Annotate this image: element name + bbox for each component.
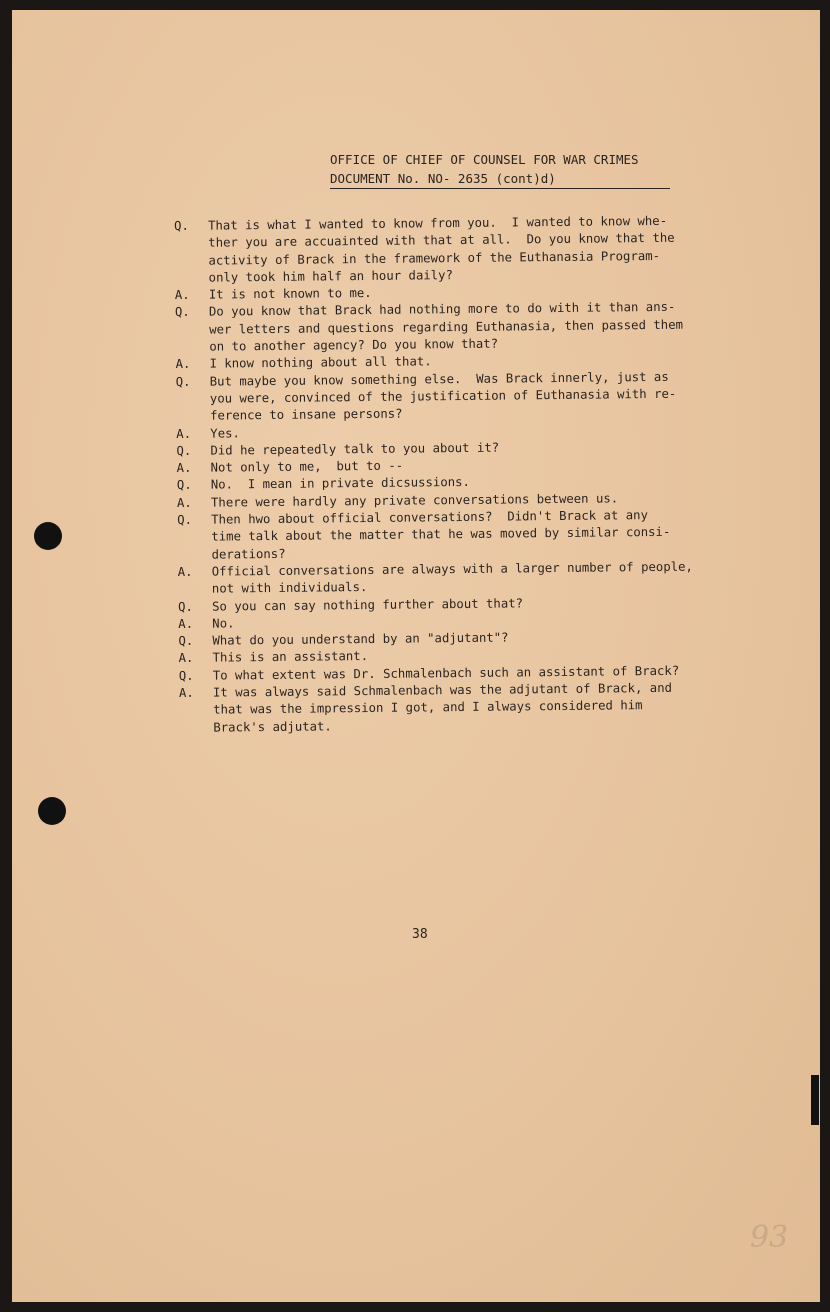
transcript-text: only took him half an hour daily?: [208, 267, 453, 285]
transcript-text: derations?: [211, 546, 286, 562]
transcript-text: But maybe you know something else. Was Brack innerly, just as: [209, 369, 669, 389]
transcript-text: Brack's adjutat.: [213, 718, 332, 735]
transcript-text: on to another agency? Do you know that?: [209, 336, 499, 354]
speaker-label: [179, 702, 213, 720]
speaker-label: Q.: [177, 512, 193, 528]
speaker-label: Q.: [174, 218, 189, 233]
speaker-label: A.: [176, 460, 192, 476]
speaker-label: [178, 581, 212, 599]
speaker-label: Q.: [178, 668, 194, 683]
transcript-text: Did he repeatedly talk to you about it?: [210, 440, 500, 458]
transcript-text: It was always said Schmalenbach was the adjutant of Brack, and: [212, 680, 673, 700]
transcript-text: wer letters and questions regarding Euthanasia, then passed them: [209, 317, 684, 337]
transcript-text: not with individuals.: [211, 580, 368, 596]
transcript-text: No. I mean in private dicsussions.: [210, 475, 470, 493]
interrogation-transcript: [174, 212, 779, 737]
transcript-text: I know nothing about all that.: [209, 354, 432, 372]
edge-mark: [811, 1075, 819, 1125]
transcript-text: ther you are accuainted with that at all. Do you know that the: [208, 231, 675, 250]
transcript-text: Then hwo about official conversations? Didn't Brack at any: [211, 508, 649, 527]
header-document-number: DOCUMENT No. NO- 2635 (cont)d): [330, 169, 670, 189]
speaker-label: [175, 270, 209, 288]
speaker-label: Q.: [178, 633, 194, 649]
header-office-line: OFFICE OF CHIEF OF COUNSEL FOR WAR CRIMES: [330, 152, 639, 167]
transcript-text: It is not known to me.: [208, 286, 372, 302]
archive-stamp-number: 93: [750, 1220, 789, 1255]
speaker-label: A.: [174, 288, 190, 303]
speaker-label: A.: [178, 651, 194, 666]
speaker-label: A.: [175, 357, 191, 372]
speaker-label: A.: [176, 495, 192, 510]
speaker-label: [177, 546, 211, 564]
speaker-label: [174, 235, 208, 253]
speaker-label: [175, 339, 209, 357]
transcript-text: This is an assistant.: [212, 649, 369, 666]
transcript-text: you were, convinced of the justification of Euthanasia with re-: [209, 386, 677, 406]
speaker-label: A.: [178, 616, 194, 631]
transcript-text: There were hardly any private conversations between us.: [210, 491, 619, 510]
transcript-text: activity of Brack in the framework of the Euthanasia Program-: [208, 248, 661, 268]
speaker-label: [177, 529, 211, 547]
speaker-label: A.: [177, 564, 193, 579]
transcript-text: ference to insane persons?: [210, 406, 403, 423]
speaker-label: A.: [176, 426, 192, 441]
punch-hole-upper: [34, 522, 62, 550]
document-header: [330, 150, 675, 189]
speaker-label: [176, 408, 210, 426]
transcript-text: What do you understand by an "adjutant"?: [212, 630, 509, 648]
speaker-label: [176, 391, 210, 409]
speaker-label: Q.: [174, 305, 190, 320]
transcript-text: Official conversations are always with a larger number of people,: [211, 559, 693, 579]
speaker-label: [179, 719, 213, 737]
speaker-label: [174, 252, 208, 270]
transcript-text: Do you know that Brack had nothing more to do with it than ans-: [208, 300, 676, 320]
transcript-text: Not only to me, but to --: [210, 458, 404, 475]
transcript-text: To what extent was Dr. Schmalenbach such an assistant of Brack?: [212, 663, 680, 683]
transcript-text: time talk about the matter that he was moved by similar consi-: [211, 525, 671, 544]
speaker-label: Q.: [175, 374, 191, 389]
speaker-label: [175, 321, 209, 339]
punch-hole-lower: [38, 797, 66, 825]
transcript-text: Yes.: [210, 425, 240, 441]
speaker-label: Q.: [176, 443, 192, 458]
transcript-text: That is what I wanted to know from you. I wanted to know whe-: [208, 213, 668, 233]
speaker-label: Q.: [176, 478, 192, 493]
document-page: [12, 10, 820, 1302]
speaker-label: A.: [178, 685, 194, 700]
transcript-text: So you can say nothing further about that?: [211, 595, 524, 614]
speaker-label: Q.: [177, 599, 193, 614]
transcript-text: that was the impression I got, and I always considered him: [213, 698, 643, 717]
transcript-text: No.: [212, 616, 235, 631]
page-number: 38: [412, 927, 428, 942]
